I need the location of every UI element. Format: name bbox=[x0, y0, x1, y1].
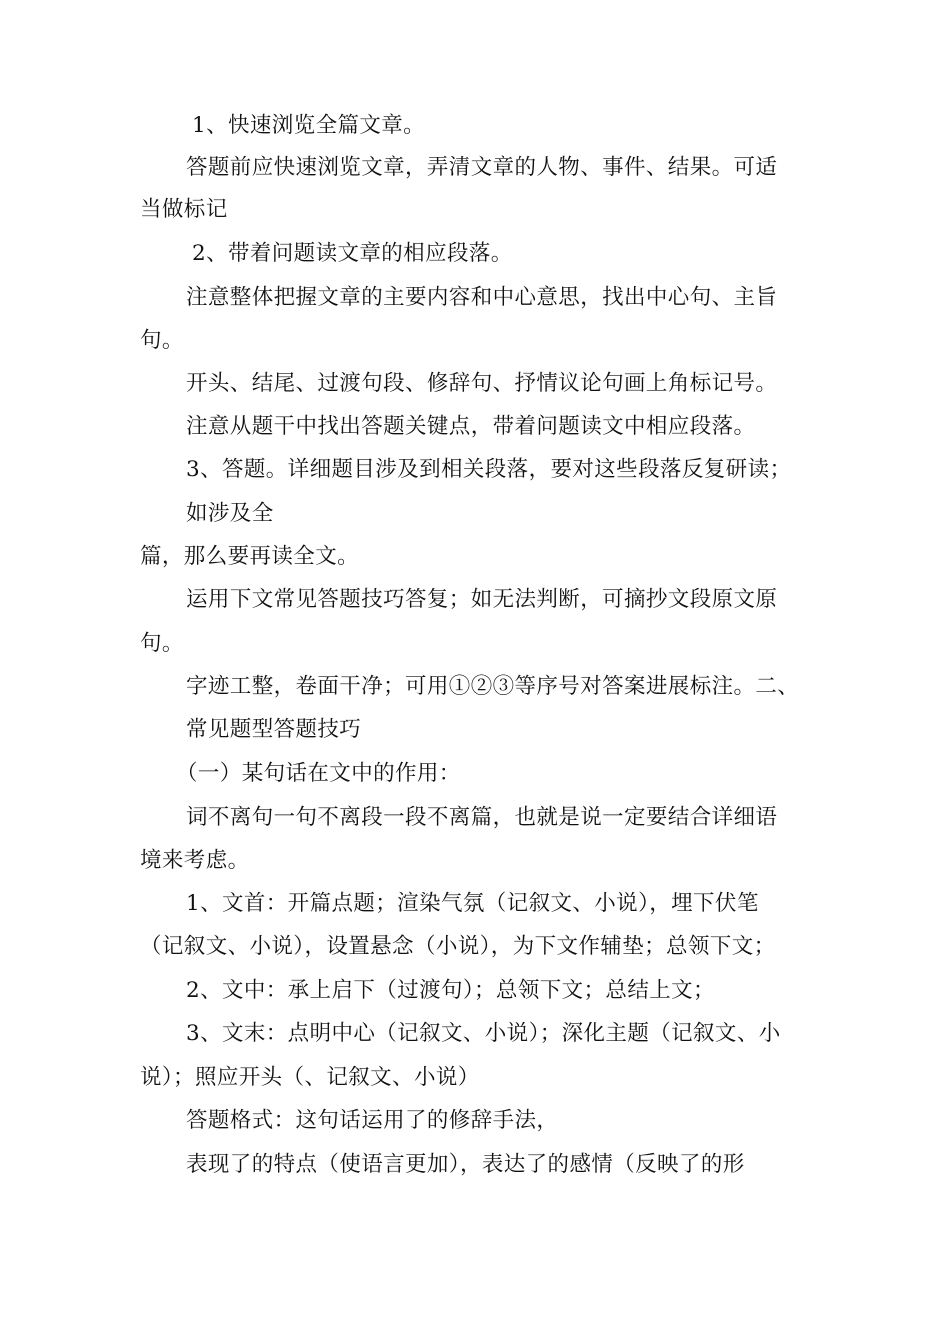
text-line: 如涉及全 bbox=[186, 501, 274, 526]
text-line: 词不离句一句不离段一段不离篇，也就是说一定要结合详细语 bbox=[186, 805, 778, 830]
text-line: 开头、结尾、过渡句段、修辞句、抒情议论句画上角标记号。 bbox=[186, 371, 778, 396]
text-line: 境来考虑。 bbox=[140, 848, 250, 873]
text-line: 答题格式：这句话运用了的修辞手法， bbox=[186, 1108, 559, 1133]
text-line: 篇，那么要再读全文。 bbox=[140, 544, 360, 569]
text-line: 3、文末：点明中心（记叙文、小说）；深化主题（记叙文、小 bbox=[186, 1021, 781, 1046]
text-line: （一）某句话在文中的作用： bbox=[176, 761, 461, 786]
text-line: 注意整体把握文章的主要内容和中心意思，找出中心句、主旨 bbox=[186, 285, 778, 310]
text-line: 运用下文常见答题技巧答复；如无法判断，可摘抄文段原文原 bbox=[186, 587, 778, 612]
text-line: 答题前应快速浏览文章，弄清文章的人物、事件、结果。可适 bbox=[186, 155, 778, 180]
text-line: 当做标记 bbox=[140, 197, 228, 222]
text-line: 字迹工整，卷面干净；可用①②③等序号对答案进展标注。二、 bbox=[186, 674, 800, 699]
text-line: 2、文中：承上启下（过渡句）；总领下文；总结上文； bbox=[186, 978, 715, 1003]
text-line: 1、文首：开篇点题；渲染气氛（记叙文、小说），埋下伏笔 bbox=[186, 891, 759, 916]
text-line: 3、答题。详细题目涉及到相关段落，要对这些段落反复研读； bbox=[186, 457, 792, 482]
text-line: 句。 bbox=[140, 328, 184, 353]
text-line: 2、带着问题读文章的相应段落。 bbox=[192, 241, 513, 266]
text-line: 说）；照应开头（、记叙文、小说） bbox=[140, 1065, 480, 1090]
text-line: 常见题型答题技巧 bbox=[186, 717, 362, 742]
text-line: 句。 bbox=[140, 631, 184, 656]
text-line: 表现了的特点（使语言更加），表达了的感情（反映了的形 bbox=[186, 1152, 745, 1177]
text-line: 注意从题干中找出答题关键点，带着问题读文中相应段落。 bbox=[186, 414, 756, 439]
text-line: 1、快速浏览全篇文章。 bbox=[192, 113, 426, 138]
text-line: （记叙文、小说），设置悬念（小说），为下文作辅垫；总领下文； bbox=[140, 934, 776, 959]
